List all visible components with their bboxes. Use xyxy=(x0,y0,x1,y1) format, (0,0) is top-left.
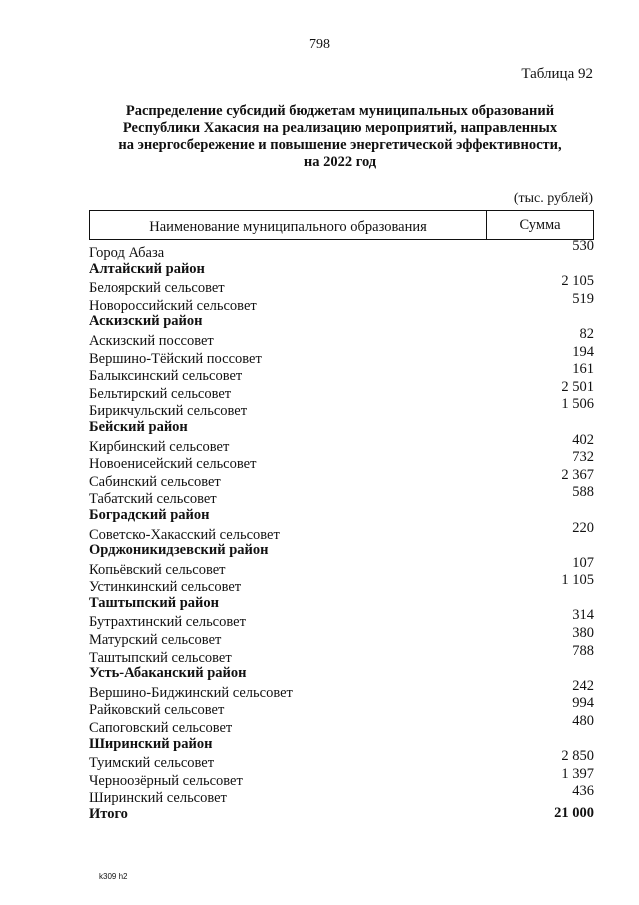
document-title xyxy=(80,103,600,171)
table-row xyxy=(89,484,594,508)
title-line: на 2022 год xyxy=(303,154,377,170)
table-row xyxy=(89,378,594,402)
row-name: Аскизский поссовет xyxy=(89,332,214,349)
row-name: Райковский сельсовет xyxy=(89,702,225,719)
row-name: Копьёвский сельсовет xyxy=(89,561,226,578)
table-row xyxy=(89,695,594,719)
district-heading-row xyxy=(89,506,594,524)
table-row xyxy=(89,290,594,314)
table-row xyxy=(89,325,594,349)
row-name: Табатский сельсовет xyxy=(89,491,217,508)
table-row xyxy=(89,396,594,420)
header-sum-column: Сумма xyxy=(519,216,561,233)
row-value: 21 000 xyxy=(554,805,594,821)
row-value: 2 501 xyxy=(561,378,594,395)
table-row xyxy=(89,554,594,578)
row-name: Туимский сельсовет xyxy=(89,755,215,772)
units-label: (тыс. рублей) xyxy=(513,191,593,206)
row-value: 436 xyxy=(572,783,594,800)
row-name: Балыксинский сельсовет xyxy=(89,368,243,385)
row-name: Вершино-Тёйский поссовет xyxy=(89,350,262,367)
table-row xyxy=(89,677,594,701)
row-value: 2 105 xyxy=(561,273,594,290)
table-row xyxy=(89,238,594,261)
row-name: Новоенисейский сельсовет xyxy=(89,456,257,473)
row-name: Сабинский сельсовет xyxy=(89,473,221,490)
district-heading-row xyxy=(89,260,594,278)
row-value: 2 850 xyxy=(561,748,594,765)
table-row xyxy=(89,343,594,367)
title-line: Республики Хакасия на реализацию мероприятий, направленных xyxy=(122,120,558,136)
row-name: Бейский район xyxy=(89,418,188,435)
row-name: Советско-Хакасский сельсовет xyxy=(89,526,280,543)
row-value: 161 xyxy=(572,361,594,378)
row-name: Ширинский район xyxy=(89,735,213,752)
row-value: 519 xyxy=(572,290,594,307)
row-value: 1 397 xyxy=(561,765,594,782)
row-name: Белоярский сельсовет xyxy=(89,280,225,297)
row-value: 732 xyxy=(572,449,594,466)
table-label: Таблица 92 xyxy=(521,66,593,82)
row-name: Таштыпский сельсовет xyxy=(89,649,232,666)
row-value: 402 xyxy=(572,431,594,448)
table-row xyxy=(89,572,594,596)
row-name: Матурский сельсовет xyxy=(89,632,222,649)
row-name: Город Абаза xyxy=(89,245,165,261)
district-heading-row xyxy=(89,418,594,436)
district-heading-row xyxy=(89,664,594,682)
table-row xyxy=(89,607,594,631)
table-row xyxy=(89,449,594,473)
row-value: 588 xyxy=(572,484,594,501)
row-value: 2 367 xyxy=(561,466,594,483)
row-name: Кирбинский сельсовет xyxy=(89,438,230,455)
row-name: Итого xyxy=(89,806,128,822)
row-value: 242 xyxy=(572,677,594,694)
row-name: Сапоговский сельсовет xyxy=(89,720,233,737)
page-number: 798 xyxy=(309,37,330,52)
table-row xyxy=(89,713,594,737)
row-name: Усть-Абаканский район xyxy=(89,665,247,682)
row-name: Устинкинский сельсовет xyxy=(89,579,242,596)
row-name: Аскизский район xyxy=(89,313,203,330)
table-body xyxy=(89,238,594,823)
row-name: Орджоникидзевский район xyxy=(89,542,269,559)
table-row xyxy=(89,273,594,297)
row-name: Боградский район xyxy=(89,506,210,523)
row-value: 314 xyxy=(572,607,594,624)
table-row xyxy=(89,748,594,772)
row-name: Бутрахтинский сельсовет xyxy=(89,614,246,631)
row-name: Таштыпский район xyxy=(89,594,219,611)
row-value: 994 xyxy=(572,695,594,712)
table-row xyxy=(89,519,594,543)
row-value: 1 506 xyxy=(561,396,594,413)
title-line: на энергосбережение и повышение энергетической эффективности, xyxy=(118,137,562,153)
row-name: Новороссийский сельсовет xyxy=(89,297,257,314)
title-line: Распределение субсидий бюджетам муниципальных образований xyxy=(125,103,555,119)
table-row xyxy=(89,765,594,789)
row-value: 194 xyxy=(572,343,594,360)
table-row xyxy=(89,431,594,455)
district-heading-row xyxy=(89,735,594,753)
table-row xyxy=(89,642,594,666)
row-value: 788 xyxy=(572,642,594,659)
row-name: Алтайский район xyxy=(89,260,205,277)
row-name: Бельтирский сельсовет xyxy=(89,385,232,402)
row-name: Ширинский сельсовет xyxy=(89,790,227,807)
table-row xyxy=(89,783,594,807)
district-heading-row xyxy=(89,312,594,330)
total-row xyxy=(89,805,594,823)
row-value: 480 xyxy=(572,713,594,730)
table-row xyxy=(89,625,594,649)
row-value: 107 xyxy=(572,554,594,571)
table-header xyxy=(89,210,594,240)
district-heading-row xyxy=(89,541,594,559)
row-name: Бирикчульский сельсовет xyxy=(89,403,248,420)
row-name: Вершино-Биджинский сельсовет xyxy=(89,684,293,701)
table-row xyxy=(89,466,594,490)
row-value: 82 xyxy=(579,325,594,342)
header-name-column: Наименование муниципального образования xyxy=(90,211,487,239)
district-heading-row xyxy=(89,594,594,612)
row-value: 530 xyxy=(572,238,594,254)
row-name: Черноозёрный сельсовет xyxy=(89,772,243,789)
row-value: 380 xyxy=(572,625,594,642)
row-value: 1 105 xyxy=(561,572,594,589)
row-value: 220 xyxy=(572,519,594,536)
footer-code: k309 h2 xyxy=(99,872,128,881)
table-row xyxy=(89,361,594,385)
